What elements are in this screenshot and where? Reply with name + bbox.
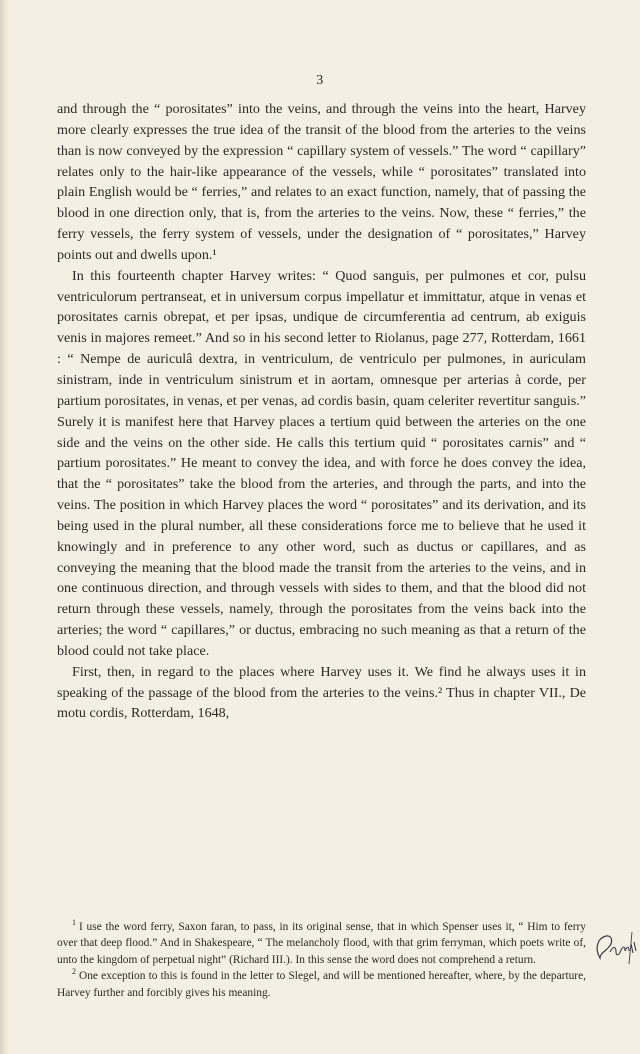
footnotes	[57, 919, 586, 1001]
paragraph-2: In this fourteenth chapter Harvey writes: “ Quod sanguis, per pulmones et cor, pulsu ventriculorum pertranseat, et in universum corpus impellatur et immittatur, atque in venas et porositates carnis obrepat, et per ipsas, undique de circumferentia ad centrum, ab exiguis venis in majores remeet.” And so in his second letter to Riolanus, page 277, Rotterdam, 1661 : “ Nempe de auriculâ dextra, in ventriculum, de ventriculo per pulmones, in auriculam sinistram, inde in ventriculum sinistrum et in aortam, omnesque per arterias à corde, per partium porositates, in venas, et per venas, ad cordis basin, quam celeriter revertitur sanguis.” Surely it is manifest here that Harvey places a tertium quid between the arteries on the one side and the veins on the other side. He calls this tertium quid “ porositates carnis” and “ partium porositates.” He meant to convey the idea, and with force he does convey the idea, that the “ porositates” take the blood from the arteries, and through the parts, and into the veins. The position in which Harvey places the word “ porositates” and its derivation, and its being used in the plural number, all these considerations force me to believe that he used it knowingly and in preference to any other word, such as ductus or capillares, and as conveying the meaning that the blood made the transit from the arteries to the veins, and in one continuous direction, and through vessels with sides to them, and that the blood did not return through these vessels, namely, through the porositates from the veins back into the arteries; the word “ capillares,” or ductus, embracing no such meaning as that a return of the blood could not take place.	[57, 267, 586, 659]
paragraph-1: and through the “ porositates” into the veins, and through the veins into the heart, Harvey more clearly expresses the true idea of the transit of the blood from the arteries to the veins than is now conveyed by the expression “ capillary system of vessels.” The word “ capillary” relates only to the hair-like appearance of the vessels, while “ porositates” translated into plain English would be “ ferries,” and relates to an exact function, namely, that of passing the blood in one direction only, that is, from the arteries to the veins. Now, these “ ferries,” the ferry vessels, the ferry system of vessels, under the designation of “ porositates,” Harvey points out and dwells upon.¹	[57, 101, 586, 263]
handwritten-margin-annotation	[592, 928, 638, 968]
footnote-1	[57, 919, 586, 968]
footnote-1-text: I use the word ferry, Saxon faran, to pass, in its original sense, that in which Spenser uses it, “ Him to ferry over that deep flood.” And in Shakespeare, “ The melancholy flood, with that grim ferryman, which poets write of, unto the kingdom of perpetual night” (Richard III.). In this sense the word does not comprehend a return.	[57, 921, 586, 966]
paragraph-3: First, then, in regard to the places where Harvey uses it. We find he always uses it in speaking of the passage of the blood from the arteries to the veins.² Thus in chapter VII., De motu cordis, Rotterdam, 1648,	[57, 663, 586, 722]
footnote-2	[57, 968, 586, 1001]
footnote-2-text: One exception to this is found in the letter to Slegel, and will be mentioned hereafter, where, by the departure, Harvey further and forcibly gives his meaning.	[57, 970, 586, 999]
page-binding-edge	[0, 0, 9, 1054]
handwritten-scrawl-icon	[592, 928, 638, 968]
page-number: 3	[316, 73, 324, 88]
body-text	[57, 99, 586, 724]
footnote-2-mark: 2	[72, 967, 76, 977]
footnote-1-mark: 1	[72, 918, 76, 928]
